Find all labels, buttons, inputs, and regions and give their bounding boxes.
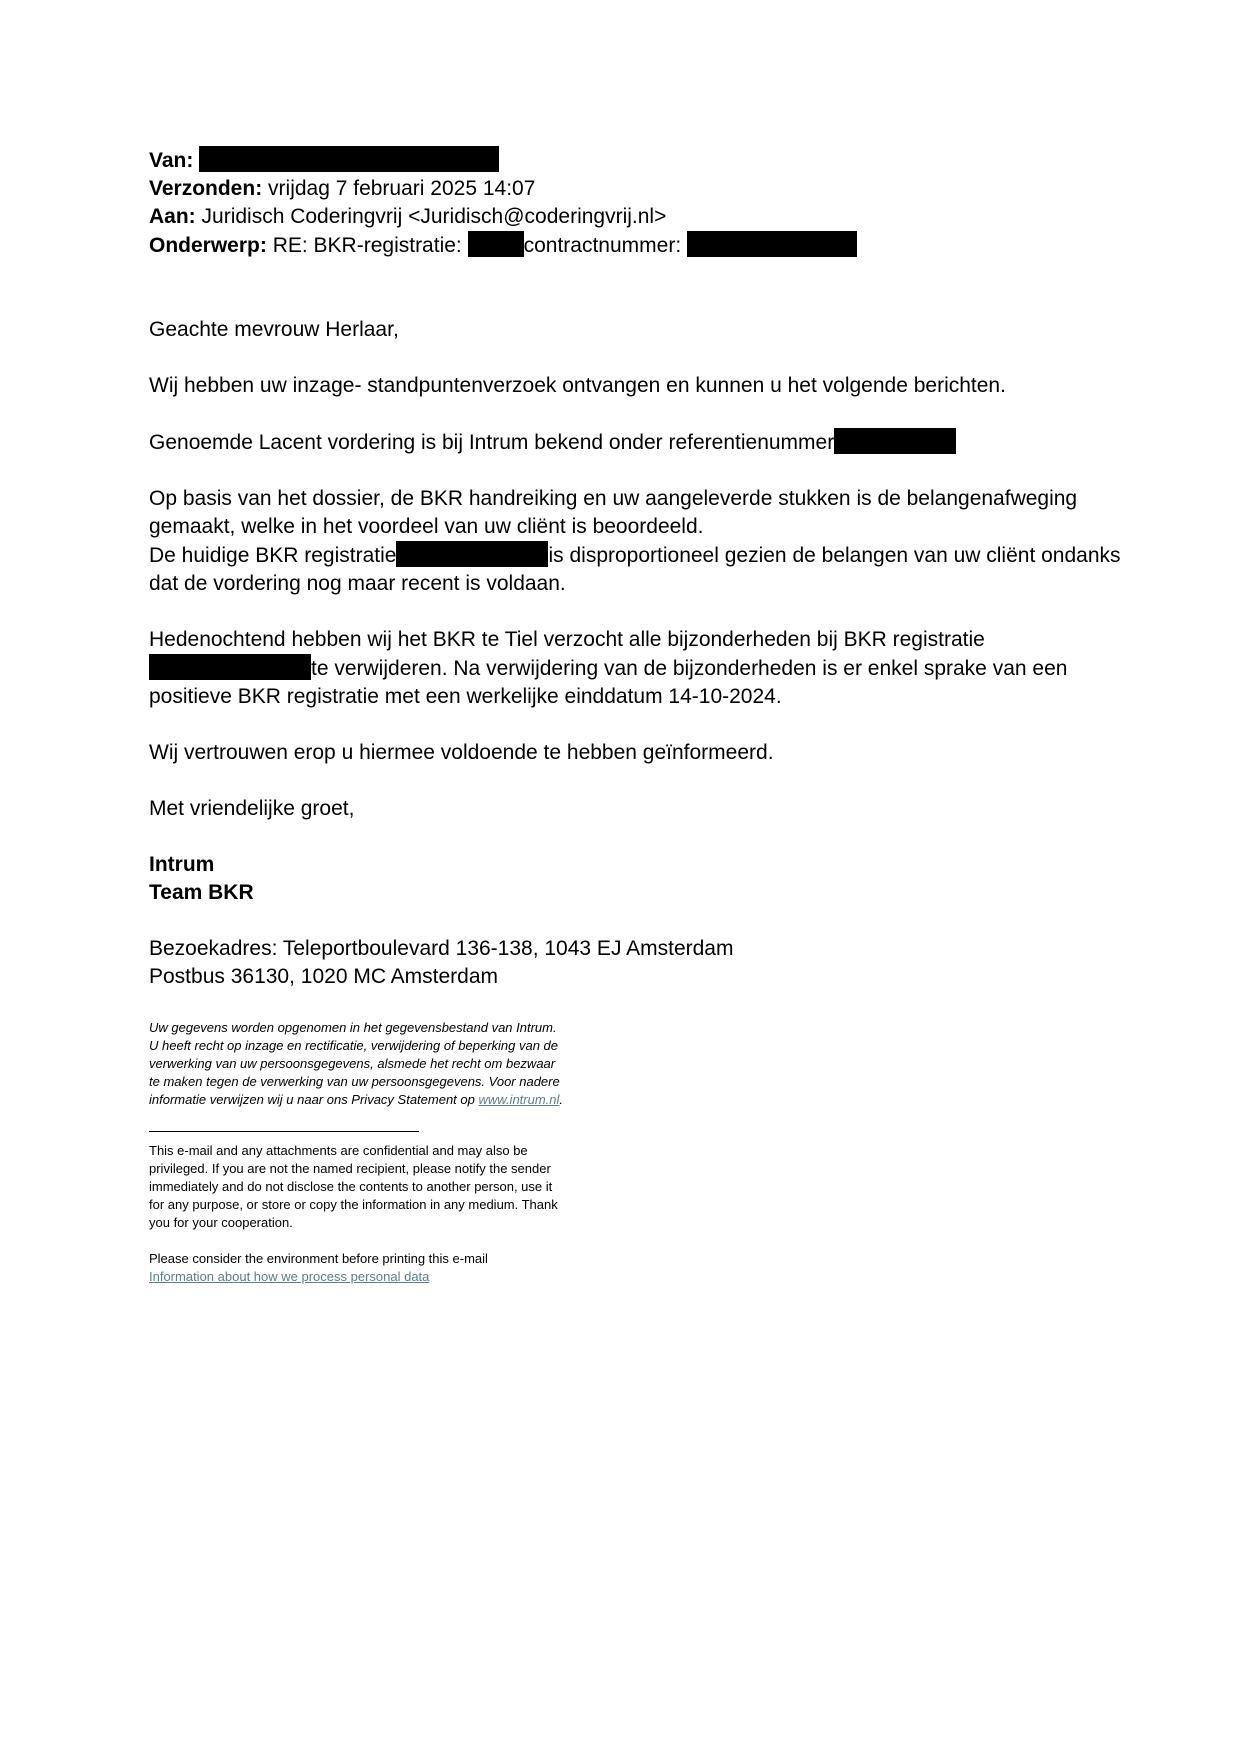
divider xyxy=(149,1131,419,1132)
sent-row xyxy=(149,175,1129,203)
to-label: Aan: xyxy=(149,205,196,228)
signature-team: Team BKR xyxy=(149,881,254,904)
personal-data-link[interactable]: Information about how we process personal data xyxy=(149,1269,430,1284)
paragraph-2-text: Genoemde Lacent vordering is bij Intrum bekend onder referentienummer xyxy=(149,431,835,454)
from-label: Van: xyxy=(149,149,194,172)
privacy-link[interactable]: www.intrum.nl xyxy=(478,1092,560,1107)
subject-middle: contractnummer: xyxy=(523,234,682,257)
paragraph-1: Wij hebben uw inzage- standpuntenverzoek ontvangen en kunnen u het volgende berichten. xyxy=(149,374,1006,397)
paragraph-4-a: Hedenochtend hebben wij het BKR te Tiel verzocht alle bijzonderheden bij BKR registratie xyxy=(149,628,985,651)
redacted-contract-number xyxy=(687,231,857,257)
email-document xyxy=(149,146,1129,1286)
closing: Met vriendelijke groet, xyxy=(149,797,355,820)
redacted-sender xyxy=(199,146,499,172)
subject-label: Onderwerp: xyxy=(149,234,267,257)
visit-address: Bezoekadres: Teleportboulevard 136-138, 1043 EJ Amsterdam xyxy=(149,937,734,960)
paragraph-4-b: te verwijderen. Na verwijdering van de bijzonderheden is er enkel sprake van een positieve BKR registratie met een werkelijke einddatum 14-10-2024. xyxy=(149,657,1068,708)
greeting: Geachte mevrouw Herlaar, xyxy=(149,318,399,341)
environment-note: Please consider the environment before printing this e-mail xyxy=(149,1251,488,1266)
paragraph-3 xyxy=(149,485,1129,598)
paragraph-5: Wij vertrouwen erop u hiermee voldoende te hebben geïnformeerd. xyxy=(149,741,774,764)
sent-label: Verzonden: xyxy=(149,177,263,200)
to-row xyxy=(149,203,1129,231)
privacy-notice xyxy=(149,1019,569,1109)
sent-value: vrijdag 7 februari 2025 14:07 xyxy=(268,177,536,200)
subject-prefix: RE: BKR-registratie: xyxy=(272,234,462,257)
address-block xyxy=(149,935,1129,991)
redacted-reference-number xyxy=(834,428,956,454)
to-value: Juridisch Coderingvrij <Juridisch@coderingvrij.nl> xyxy=(201,205,667,228)
postal-address: Postbus 36130, 1020 MC Amsterdam xyxy=(149,965,499,988)
paragraph-2 xyxy=(149,428,1129,457)
email-header xyxy=(149,146,1129,260)
disclaimer xyxy=(149,1142,569,1286)
paragraph-3-line-1: Op basis van het dossier, de BKR handreiking en uw aangeleverde stukken is de belangenafweging gemaakt, welke in het voordeel van uw cliënt is beoordeeld. xyxy=(149,487,1078,538)
from-row xyxy=(149,146,1129,175)
disclaimer-text: This e-mail and any attachments are confidential and may also be privileged. If you are not the named recipient, please notify the sender immediately and do not disclose the contents to another person, use it for any purpose, or store or copy the information in any medium. Thank you for your cooperation. xyxy=(149,1143,558,1230)
paragraph-4 xyxy=(149,626,1129,711)
paragraph-3-line-2b: is disproportioneel gezien de belangen van uw cliënt ondanks dat de vordering nog maar recent is voldaan. xyxy=(149,544,1121,595)
subject-row xyxy=(149,231,1129,260)
privacy-suffix: . xyxy=(559,1092,564,1107)
redacted-registration xyxy=(468,231,524,257)
paragraph-3-line-2a: De huidige BKR registratie xyxy=(149,544,397,567)
email-body xyxy=(149,316,1129,823)
signature-company: Intrum xyxy=(149,853,215,876)
redacted-registration-2 xyxy=(396,541,548,567)
redacted-registration-3 xyxy=(149,654,311,680)
privacy-text: Uw gegevens worden opgenomen in het gegevensbestand van Intrum. U heeft recht op inzage en rectificatie, verwijdering of beperking van de verwerking van uw persoonsgegevens, alsmede het recht om bezwaar te maken tegen de verwerking van uw persoonsgegevens. Voor nadere informatie verwijzen wij u naar ons Privacy Statement op xyxy=(149,1020,560,1107)
